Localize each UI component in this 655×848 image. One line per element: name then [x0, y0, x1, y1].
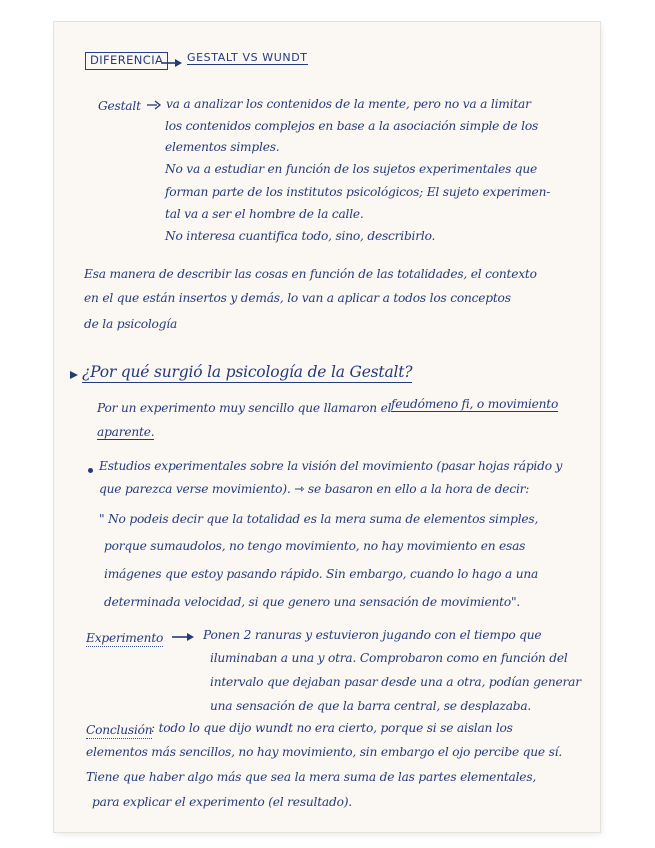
- para-line-1: Esa manera de describir las cosas en función de las totalidades, el contexto: [84, 267, 537, 281]
- conclusion-line-4: para explicar el experimento (el resultado).: [92, 795, 352, 809]
- implies-arrow-icon: [147, 100, 163, 110]
- studies-line-3: " No podeis decir que la totalidad es la mera suma de elementos simples,: [99, 512, 539, 526]
- conclusion-label: Conclusión: [86, 724, 152, 739]
- gestalt-label: Gestalt: [98, 99, 141, 113]
- experiment-line-4: una sensación de que la barra central, se desplazaba.: [210, 699, 532, 713]
- gestalt-line-2: los contenidos complejos en base a la asociación simple de los: [165, 119, 539, 133]
- phi-phenomenon: feudómeno fi, o movimiento: [391, 397, 559, 411]
- experiment-line-1: Ponen 2 ranuras y estuvieron jugando con el tiempo que: [203, 628, 542, 642]
- conclusion-line-2: elementos más sencillos, no hay movimiento, sin embargo el ojo percibe que sí.: [86, 745, 563, 759]
- studies-line-6: determinada velocidad, si que genero una sensación de movimiento".: [104, 595, 521, 609]
- studies-line-4: porque sumaudolos, no tengo movimiento, no hay movimiento en esas: [104, 539, 526, 553]
- header-title: GESTALT VS WUNDT: [187, 51, 308, 64]
- arrow-bullet-icon: [70, 370, 82, 380]
- answer-line-2: aparente.: [97, 425, 155, 439]
- conclusion-line-3: Tiene que haber algo más que sea la mera suma de las partes elementales,: [86, 770, 537, 784]
- gestalt-line-1: va a analizar los contenidos de la mente, pero no va a limitar: [166, 97, 531, 111]
- studies-line-2: que parezca verse movimiento). ⇾ se basaron en ello a la hora de decir:: [99, 482, 530, 496]
- experiment-line-2: iluminaban a una y otra. Comprobaron como en función del: [210, 651, 568, 665]
- arrow-icon: [162, 58, 184, 68]
- bullet-icon: [88, 468, 93, 473]
- header-boxed-label: DIFERENCIA: [85, 52, 168, 70]
- gestalt-line-5: forman parte de los institutos psicológicos; El sujeto experimen-: [165, 185, 551, 199]
- conclusion-line-1: : todo lo que dijo wundt no era cierto, porque si se aislan los: [151, 721, 513, 735]
- para-line-2: en el que están insertos y demás, lo van a aplicar a todos los conceptos: [84, 291, 511, 305]
- gestalt-line-4: No va a estudiar en función de los sujetos experimentales que: [165, 162, 538, 176]
- answer-line-1a: Por un experimento muy sencillo que llamaron el: [97, 401, 392, 415]
- experiment-label: Experimento: [86, 632, 163, 647]
- gestalt-line-3: elementos simples.: [165, 140, 280, 154]
- para-line-3: de la psicología: [84, 317, 178, 331]
- gestalt-line-7: No interesa cuantifica todo, sino, describirlo.: [165, 229, 436, 243]
- question-heading: ¿Por qué surgió la psicología de la Gestalt?: [82, 363, 413, 381]
- studies-line-5: imágenes que estoy pasando rápido. Sin embargo, cuando lo hago a una: [104, 567, 539, 581]
- studies-line-1: Estudios experimentales sobre la visión del movimiento (pasar hojas rápido y: [99, 459, 563, 473]
- arrow-icon: [172, 632, 196, 642]
- experiment-line-3: intervalo que dejaban pasar desde una a otra, podían generar: [210, 675, 581, 689]
- gestalt-line-6: tal va a ser el hombre de la calle.: [165, 207, 364, 221]
